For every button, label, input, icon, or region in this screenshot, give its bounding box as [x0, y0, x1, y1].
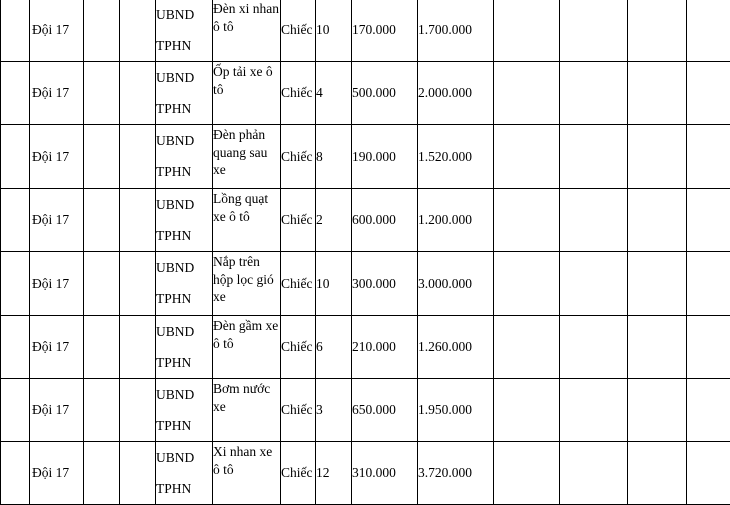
blank-cell — [120, 62, 156, 125]
team-cell: Đội 17 — [30, 379, 84, 442]
price-cell: 600.000 — [352, 189, 418, 252]
table-row — [1, 252, 730, 316]
team-cell: Đội 17 — [30, 0, 84, 62]
qty-cell: 12 — [316, 442, 352, 505]
org-line1: UBND — [156, 197, 194, 212]
blank-cell — [687, 0, 730, 62]
item-cell: Đèn phản quang sau xe — [213, 125, 281, 189]
org-line1: UBND — [156, 70, 194, 85]
blank-cell — [1, 252, 30, 316]
org-line2: TPHN — [156, 228, 191, 243]
price-cell: 210.000 — [352, 316, 418, 379]
blank-cell — [120, 189, 156, 252]
blank-cell — [560, 62, 628, 125]
blank-cell — [1, 189, 30, 252]
price-cell: 500.000 — [352, 62, 418, 125]
blank-cell — [687, 316, 730, 379]
blank-cell — [687, 379, 730, 442]
blank-cell — [560, 316, 628, 379]
blank-cell — [120, 316, 156, 379]
blank-cell — [1, 0, 30, 62]
item-cell: Đèn gầm xe ô tô — [213, 316, 281, 379]
team-cell: Đội 17 — [30, 316, 84, 379]
total-cell: 1.700.000 — [418, 0, 494, 62]
table-row — [1, 125, 730, 189]
org-cell — [156, 316, 213, 379]
total-cell: 3.720.000 — [418, 442, 494, 505]
org-line2: TPHN — [156, 38, 191, 53]
blank-cell — [628, 0, 687, 62]
blank-cell — [628, 252, 687, 316]
org-line1: UBND — [156, 7, 194, 22]
org-line1: UBND — [156, 133, 194, 148]
qty-cell: 6 — [316, 316, 352, 379]
blank-cell — [120, 0, 156, 62]
blank-cell — [494, 442, 560, 505]
qty-cell: 3 — [316, 379, 352, 442]
unit-cell: Chiếc — [281, 62, 316, 125]
unit-cell: Chiếc — [281, 189, 316, 252]
price-cell: 650.000 — [352, 379, 418, 442]
org-cell — [156, 252, 213, 316]
qty-cell: 10 — [316, 252, 352, 316]
unit-cell: Chiếc — [281, 0, 316, 62]
blank-cell — [687, 125, 730, 189]
blank-cell — [628, 316, 687, 379]
blank-cell — [120, 252, 156, 316]
blank-cell — [628, 189, 687, 252]
table-row — [1, 0, 730, 62]
blank-cell — [628, 62, 687, 125]
blank-cell — [84, 62, 120, 125]
price-cell: 300.000 — [352, 252, 418, 316]
team-cell: Đội 17 — [30, 125, 84, 189]
org-line2: TPHN — [156, 101, 191, 116]
qty-cell: 2 — [316, 189, 352, 252]
blank-cell — [84, 379, 120, 442]
org-cell — [156, 442, 213, 505]
item-cell: Xi nhan xe ô tô — [213, 442, 281, 505]
blank-cell — [84, 125, 120, 189]
total-cell: 1.200.000 — [418, 189, 494, 252]
org-line1: UBND — [156, 387, 194, 402]
blank-cell — [628, 379, 687, 442]
blank-cell — [84, 316, 120, 379]
item-cell: Ốp tải xe ô tô — [213, 62, 281, 125]
org-line2: TPHN — [156, 355, 191, 370]
blank-cell — [120, 379, 156, 442]
price-cell: 170.000 — [352, 0, 418, 62]
blank-cell — [687, 62, 730, 125]
org-line2: TPHN — [156, 291, 191, 306]
total-cell: 2.000.000 — [418, 62, 494, 125]
org-line2: TPHN — [156, 164, 191, 179]
blank-cell — [560, 379, 628, 442]
unit-cell: Chiếc — [281, 316, 316, 379]
org-line1: UBND — [156, 260, 194, 275]
total-cell: 1.950.000 — [418, 379, 494, 442]
blank-cell — [84, 0, 120, 62]
blank-cell — [494, 316, 560, 379]
org-cell — [156, 189, 213, 252]
blank-cell — [560, 252, 628, 316]
org-cell — [156, 0, 213, 62]
table-row — [1, 442, 730, 505]
blank-cell — [560, 125, 628, 189]
blank-cell — [494, 125, 560, 189]
team-cell: Đội 17 — [30, 189, 84, 252]
org-line1: UBND — [156, 450, 194, 465]
org-line1: UBND — [156, 324, 194, 339]
unit-cell: Chiếc — [281, 379, 316, 442]
item-cell: Nắp trên hộp lọc gió xe — [213, 252, 281, 316]
org-line2: TPHN — [156, 418, 191, 433]
blank-cell — [1, 316, 30, 379]
price-cell: 190.000 — [352, 125, 418, 189]
blank-cell — [560, 189, 628, 252]
table-row — [1, 316, 730, 379]
total-cell: 1.520.000 — [418, 125, 494, 189]
table-body — [1, 0, 730, 505]
org-cell — [156, 62, 213, 125]
org-cell — [156, 125, 213, 189]
total-cell: 1.260.000 — [418, 316, 494, 379]
blank-cell — [1, 379, 30, 442]
table-row — [1, 379, 730, 442]
blank-cell — [628, 125, 687, 189]
qty-cell: 10 — [316, 0, 352, 62]
blank-cell — [84, 252, 120, 316]
item-cell: Bơm nước xe — [213, 379, 281, 442]
unit-cell: Chiếc — [281, 125, 316, 189]
total-cell: 3.000.000 — [418, 252, 494, 316]
qty-cell: 4 — [316, 62, 352, 125]
blank-cell — [628, 442, 687, 505]
blank-cell — [1, 125, 30, 189]
blank-cell — [687, 252, 730, 316]
table-row — [1, 189, 730, 252]
blank-cell — [120, 442, 156, 505]
blank-cell — [494, 189, 560, 252]
blank-cell — [687, 189, 730, 252]
qty-cell: 8 — [316, 125, 352, 189]
blank-cell — [494, 379, 560, 442]
unit-cell: Chiếc — [281, 252, 316, 316]
blank-cell — [120, 125, 156, 189]
item-cell: Lồng quạt xe ô tô — [213, 189, 281, 252]
item-cell: Đèn xi nhan ô tô — [213, 0, 281, 62]
blank-cell — [494, 62, 560, 125]
blank-cell — [494, 252, 560, 316]
blank-cell — [84, 189, 120, 252]
blank-cell — [84, 442, 120, 505]
team-cell: Đội 17 — [30, 62, 84, 125]
table-row — [1, 62, 730, 125]
team-cell: Đội 17 — [30, 252, 84, 316]
blank-cell — [560, 0, 628, 62]
blank-cell — [560, 442, 628, 505]
blank-cell — [1, 442, 30, 505]
unit-cell: Chiếc — [281, 442, 316, 505]
org-cell — [156, 379, 213, 442]
price-cell: 310.000 — [352, 442, 418, 505]
team-cell: Đội 17 — [30, 442, 84, 505]
org-line2: TPHN — [156, 481, 191, 496]
blank-cell — [494, 0, 560, 62]
blank-cell — [1, 62, 30, 125]
blank-cell — [687, 442, 730, 505]
